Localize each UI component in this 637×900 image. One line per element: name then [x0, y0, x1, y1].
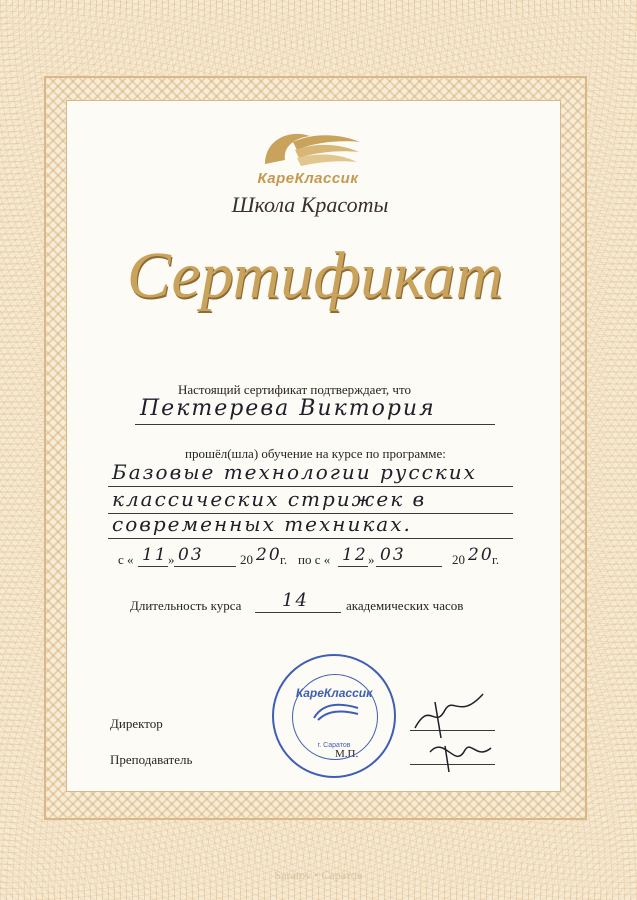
footer-city: Saratov • Саратов [274, 868, 363, 882]
date-from-month: 03 [178, 545, 204, 565]
confirm-text: Настоящий сертификат подтверждает, что [178, 382, 411, 397]
date-to-month: 03 [380, 545, 406, 565]
course-line-1: Базовые технологии русских [112, 460, 477, 484]
course-intro: прошёл(шла) обучение на курсе по программе: [185, 446, 446, 461]
date-from-day-line [138, 566, 168, 567]
date-from-prefix: с « [118, 552, 134, 567]
date-from-quote: » [168, 552, 175, 567]
date-to-year-prefix: 20 [452, 552, 465, 567]
duration-underline [255, 612, 341, 613]
date-from-year: 20 [256, 545, 282, 565]
course-line-3: современных техниках. [112, 512, 412, 536]
director-label: Директор [110, 716, 163, 731]
date-from-suffix: г. [280, 552, 288, 567]
school-name: Школа Красоты [231, 192, 389, 217]
duration-value: 14 [282, 590, 309, 611]
stamp-brand: КареКлассик [295, 686, 373, 700]
brand-name: КареКлассик [257, 170, 359, 187]
date-to-suffix: г. [492, 552, 500, 567]
teacher-label: Преподаватель [110, 752, 193, 767]
date-to-prefix: по с « [298, 552, 331, 567]
date-from-day: 11 [142, 545, 168, 565]
seal-mark: М.П. [335, 748, 359, 760]
recipient-name: Пектерева Виктория [140, 396, 436, 421]
stamp-city: г. Саратов [317, 742, 351, 749]
handwritten-signatures-icon [405, 690, 495, 780]
duration-unit: академических часов [346, 598, 464, 613]
stamp-wave-icon [312, 700, 360, 722]
date-from-month-line [174, 566, 236, 567]
duration-label: Длительность курса [130, 598, 242, 613]
date-to-month-line [376, 566, 442, 567]
official-stamp [272, 654, 396, 778]
date-to-year: 20 [468, 545, 494, 565]
date-to-day: 12 [342, 545, 368, 565]
certificate-title: Сертификат [126, 239, 504, 312]
course-underline-3 [108, 538, 513, 539]
date-from-year-prefix: 20 [240, 552, 253, 567]
course-line-2: классических стрижек в [112, 487, 427, 511]
date-to-day-line [338, 566, 368, 567]
wave-hand-logo-icon [255, 124, 365, 174]
recipient-underline [135, 424, 495, 425]
date-to-quote: » [368, 552, 375, 567]
